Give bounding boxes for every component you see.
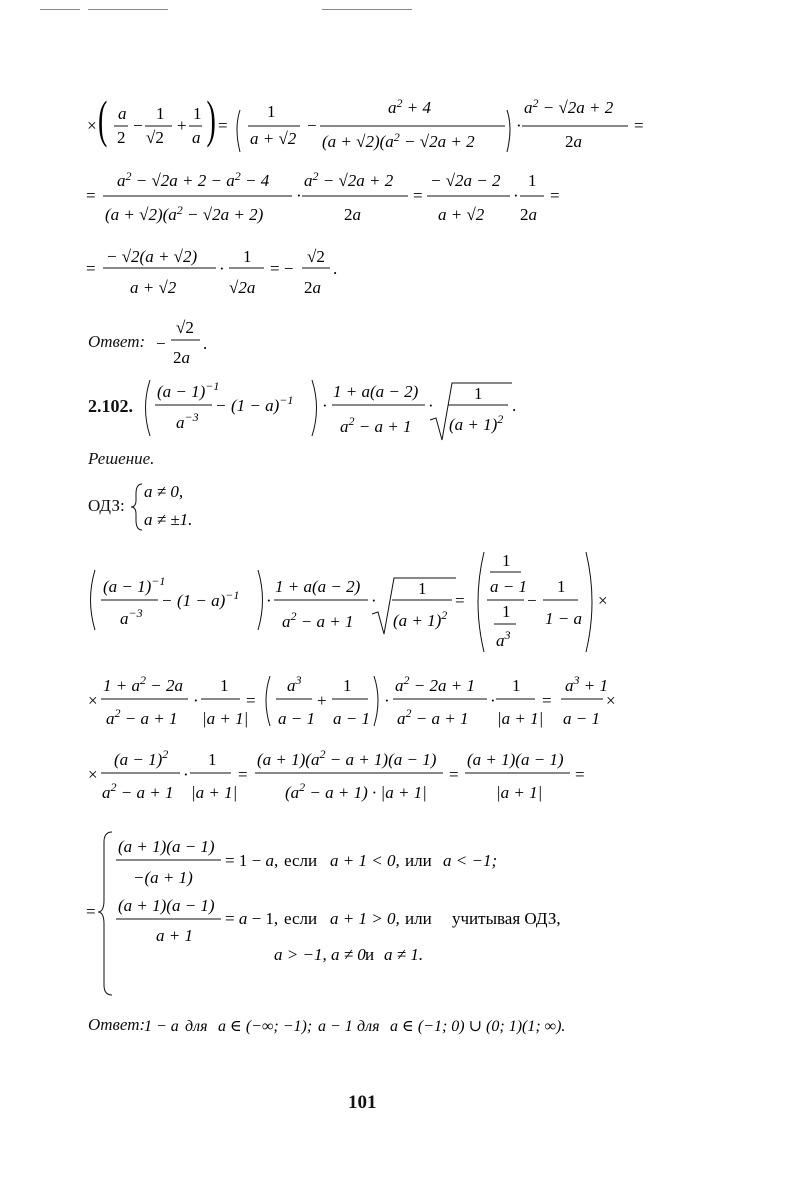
svg-text:a ∈ (−∞; −1);: a ∈ (−∞; −1); <box>218 1018 313 1035</box>
considering-text: учитывая ОДЗ, <box>452 909 561 928</box>
svg-text:a2 − a + 1: $a^2 - a + 1$ <box>106 706 178 728</box>
svg-text:a − 1: a − 1 <box>278 709 315 728</box>
svg-text:a + 1 > 0,: a + 1 > 0, <box>330 909 400 928</box>
svg-text:=: = <box>413 186 423 205</box>
svg-text:(: ( <box>97 91 108 149</box>
svg-text:= −: = − <box>270 259 294 278</box>
svg-text:a−3: $a^{-3}$ <box>176 410 199 432</box>
svg-text:(a + 1)(a − 1): (a + 1)(a − 1) <box>467 750 564 769</box>
svg-text:a + √2: a + √2 <box>250 129 297 148</box>
svg-text:·: · <box>490 691 496 710</box>
svg-text:(a + 1)(a2 − a + 1)(a − 1): $(a + 1)(a^2 - a + 1)(a - 1)$ <box>257 747 437 769</box>
svg-text:|a + 1|: |a + 1| <box>496 783 543 802</box>
svg-text:=: = <box>86 186 96 205</box>
svg-text:1: 1 <box>502 551 511 570</box>
svg-text:.: . <box>203 334 208 353</box>
svg-text:a2 − √2a + 2: $a^2 - √2a + 2$ <box>304 169 394 190</box>
svg-text:(1 − a)−1: $(1 - a)^{-1}$ <box>177 588 240 610</box>
svg-text:a2 − 2a + 1: $a^2 - 2a + 1$ <box>395 673 475 695</box>
svg-text:=: = <box>634 116 644 135</box>
svg-text:1 − a: 1 − a <box>545 609 582 628</box>
svg-text:(a + 1)2: $(a + 1)^2$ <box>449 412 504 434</box>
svg-text:1: 1 <box>208 750 217 769</box>
svg-text:1: 1 <box>267 102 276 121</box>
svg-text:·: · <box>193 691 199 710</box>
svg-text:.: . <box>512 396 517 415</box>
svg-text:a − 1: a − 1 <box>318 1018 353 1035</box>
svg-text:·: · <box>428 396 434 415</box>
svg-text:a − 1: a − 1 <box>563 709 600 728</box>
svg-text:a2 − √2a + 2: $a^2 - √2a + 2$ <box>524 96 614 117</box>
svg-text:(a + 1)2: $(a + 1)^2$ <box>393 608 448 630</box>
svg-text:=: = <box>86 259 96 278</box>
solution-label: Решение. <box>88 449 155 468</box>
svg-text:+: + <box>177 116 187 135</box>
svg-text:=: = <box>86 902 96 921</box>
svg-text:·: · <box>219 259 225 278</box>
svg-text:−: − <box>527 591 537 610</box>
if-word-1: если <box>284 851 318 870</box>
svg-text:= a − 1,: = a − 1, <box>225 909 279 928</box>
svg-text:2a: 2a <box>520 205 537 224</box>
svg-text:1: 1 <box>343 676 352 695</box>
answer-label: Ответ: <box>88 332 146 351</box>
svg-text:a−3: $a^{-3}$ <box>120 606 143 628</box>
svg-text:1: 1 <box>156 104 165 123</box>
svg-text:(a + 1)(a − 1): (a + 1)(a − 1) <box>118 896 215 915</box>
svg-text:a + √2: a + √2 <box>438 205 485 224</box>
svg-text:·: · <box>371 591 377 610</box>
svg-text:−(a + 1): −(a + 1) <box>133 868 193 887</box>
svg-text:a ≠ 1.: a ≠ 1. <box>384 945 424 964</box>
svg-text:(a + √2)(a2 − √2a + 2): $(a + √2)(a^2 - √2a + 2)$ <box>105 203 264 224</box>
svg-text:a2 − a + 1: $a^2 - a + 1$ <box>340 414 412 436</box>
svg-text:·: · <box>513 186 519 205</box>
svg-text:1: 1 <box>243 247 252 266</box>
svg-text:a3: $a^3$ <box>287 673 302 695</box>
page-number: 101 <box>348 1092 377 1113</box>
or-word-1: или <box>405 851 432 870</box>
svg-text:·: · <box>516 116 522 135</box>
svg-text:= 1 − a,: = 1 − a, <box>225 851 279 870</box>
for-word-2: для <box>357 1018 380 1035</box>
svg-text:2a: 2a <box>565 132 582 151</box>
svg-text:=: = <box>449 765 459 784</box>
svg-text:a < −1;: a < −1; <box>443 851 498 870</box>
svg-text:a3 + 1: $a^3 + 1$ <box>565 673 608 695</box>
svg-text:√2: √2 <box>307 247 325 266</box>
svg-text:×: × <box>598 591 608 610</box>
svg-text:+: + <box>317 691 327 710</box>
svg-text:=: = <box>550 186 560 205</box>
svg-text:√2a: √2a <box>229 278 256 297</box>
svg-text:1: 1 <box>528 171 537 190</box>
svg-text:1: 1 <box>220 676 229 695</box>
svg-text:·: · <box>266 591 272 610</box>
answer-label-2: Ответ: <box>88 1015 146 1034</box>
svg-text:=: = <box>218 116 228 135</box>
svg-text:=: = <box>246 691 256 710</box>
svg-text:√2: √2 <box>146 128 164 147</box>
svg-text:(1 − a)−1: $(1 - a)^{-1}$ <box>231 393 294 415</box>
if-word-2: если <box>284 909 318 928</box>
svg-text:a ≠ 0,: a ≠ 0, <box>144 482 184 501</box>
svg-text:(a + √2)(a2 − √2a + 2: $(a + √2)(a^2 - √2a + 2$ <box>322 130 475 151</box>
svg-text:): ) <box>206 91 216 149</box>
svg-text:=: = <box>455 591 465 610</box>
svg-text:1 + a(a − 2): 1 + a(a − 2) <box>333 382 419 401</box>
svg-text:(a + 1)(a − 1): (a + 1)(a − 1) <box>118 837 215 856</box>
svg-text:−: − <box>216 396 226 415</box>
svg-text:1: 1 <box>502 602 511 621</box>
svg-text:1: 1 <box>474 384 483 403</box>
svg-text:1: 1 <box>557 577 566 596</box>
svg-text:|a + 1|: |a + 1| <box>202 709 249 728</box>
svg-text:×: × <box>88 765 98 784</box>
svg-text:=: = <box>542 691 552 710</box>
for-word-1: для <box>185 1018 208 1035</box>
and-word: и <box>365 945 375 964</box>
svg-text:a + √2: a + √2 <box>130 278 177 297</box>
svg-text:− √2a − 2: − √2a − 2 <box>430 171 501 190</box>
svg-text:|a + 1|: |a + 1| <box>191 783 238 802</box>
svg-text:−: − <box>133 116 143 135</box>
svg-text:−: − <box>162 591 172 610</box>
problem-number: 2.102. <box>88 396 133 416</box>
svg-text:2: 2 <box>117 128 126 147</box>
svg-text:.: . <box>333 259 338 278</box>
svg-text:=: = <box>238 765 248 784</box>
svg-text:−: − <box>156 334 166 353</box>
svg-text:a: a <box>192 128 201 147</box>
svg-text:1 + a(a − 2): 1 + a(a − 2) <box>275 577 361 596</box>
svg-text:1: 1 <box>512 676 521 695</box>
svg-text:·: · <box>183 765 189 784</box>
svg-text:a2 − a + 1: $a^2 - a + 1$ <box>397 706 469 728</box>
svg-text:a − 1: a − 1 <box>490 577 527 596</box>
svg-text:√2: √2 <box>176 318 194 337</box>
svg-text:2a: 2a <box>173 348 190 367</box>
svg-text:(a2 − a + 1) · |a + 1|: $(a^2 - a + 1) \cdot |a + 1|$ <box>285 780 427 802</box>
svg-text:a + 1 < 0,: a + 1 < 0, <box>330 851 400 870</box>
svg-text:a2 − a + 1: $a^2 - a + 1$ <box>282 609 354 631</box>
svg-text:×: × <box>606 691 616 710</box>
svg-text:×: × <box>88 691 98 710</box>
svg-text:(a − 1)2: $(a - 1)^2$ <box>114 747 169 769</box>
svg-text:(a − 1)−1: $(a - 1)^{-1}$ <box>157 379 220 401</box>
or-word-2: или <box>405 909 432 928</box>
svg-text:·: · <box>384 691 390 710</box>
svg-text:·: · <box>322 396 328 415</box>
svg-text:×: × <box>86 116 98 135</box>
svg-text:a ∈ (−1; 0) ∪ (0; 1)(1; ∞).: a ∈ (−1; 0) ∪ (0; 1)(1; ∞). <box>390 1018 566 1035</box>
svg-text:|a + 1|: |a + 1| <box>497 709 544 728</box>
svg-text:a2 − √2a + 2 − a2 − 4: $a^2 - √2a + 2 - a^2 - 4$ <box>117 169 270 190</box>
svg-text:2a: 2a <box>344 205 361 224</box>
svg-text:1 + a2 − 2a: $1 + a^2 - 2a$ <box>103 673 183 695</box>
svg-text:a: a <box>118 104 127 123</box>
svg-text:−: − <box>307 116 317 135</box>
svg-text:a2 + 4: $a^2 + 4$ <box>388 96 431 117</box>
svg-text:2a: 2a <box>304 278 321 297</box>
svg-text:1: 1 <box>418 579 427 598</box>
svg-text:a3: $a^3$ <box>496 628 511 650</box>
svg-text:a + 1: a + 1 <box>156 926 193 945</box>
svg-text:a − 1: a − 1 <box>333 709 370 728</box>
svg-text:a > −1, a ≠ 0: a > −1, a ≠ 0 <box>274 945 366 964</box>
svg-text:(a − 1)−1: $(a - 1)^{-1}$ <box>103 574 166 596</box>
svg-text:a2 − a + 1: $a^2 - a + 1$ <box>102 780 174 802</box>
svg-text:=: = <box>575 765 585 784</box>
svg-text:1 − a: 1 − a <box>144 1018 179 1035</box>
svg-text:− √2(a + √2): − √2(a + √2) <box>106 247 198 266</box>
svg-text:1: 1 <box>193 104 202 123</box>
odz-label: ОДЗ: <box>88 496 125 515</box>
svg-text:a ≠ ±1.: a ≠ ±1. <box>144 510 193 529</box>
svg-text:·: · <box>296 186 302 205</box>
